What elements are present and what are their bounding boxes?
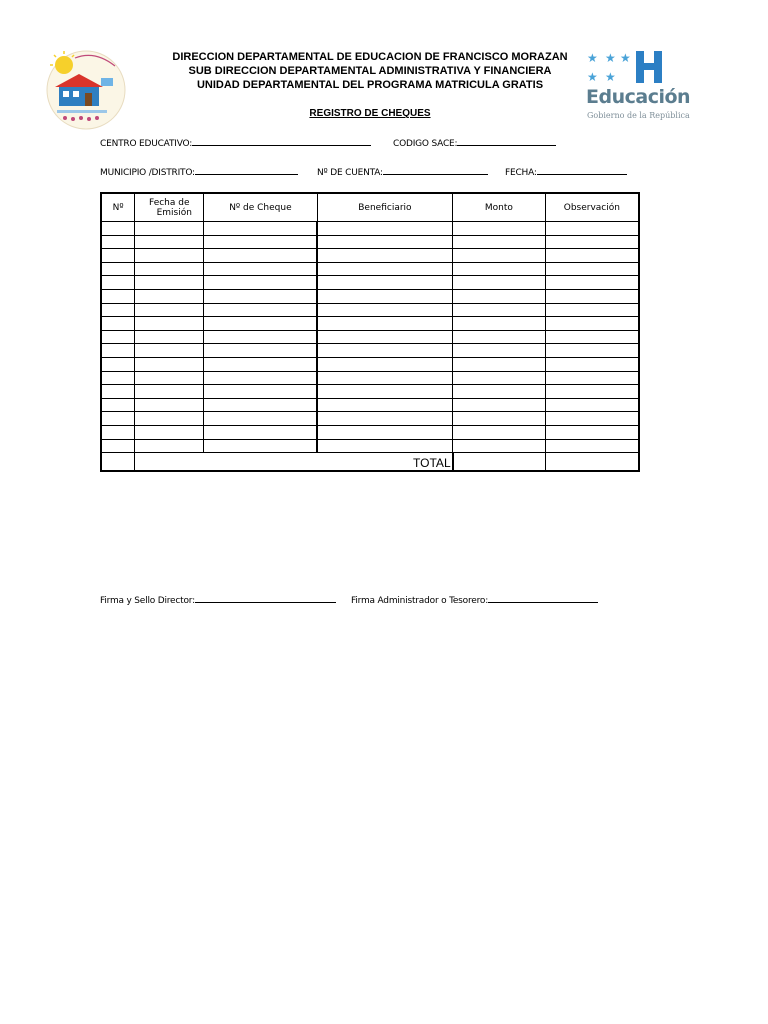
table-cell[interactable] bbox=[135, 276, 204, 290]
table-cell[interactable] bbox=[545, 276, 639, 290]
numero-cuenta-field[interactable] bbox=[317, 166, 488, 178]
table-cell[interactable] bbox=[317, 425, 452, 439]
table-cell[interactable] bbox=[135, 289, 204, 303]
total-row-cell bbox=[101, 453, 135, 472]
table-row bbox=[101, 303, 639, 317]
table-cell[interactable] bbox=[453, 235, 546, 249]
table-cell[interactable] bbox=[453, 439, 546, 453]
table-cell[interactable] bbox=[101, 344, 135, 358]
numero-cuenta-label: Nº DE CUENTA: bbox=[317, 168, 383, 178]
centro-educativo-label: CENTRO EDUCATIVO: bbox=[100, 139, 193, 149]
table-cell[interactable] bbox=[204, 330, 317, 344]
table-row bbox=[101, 222, 639, 236]
table-row bbox=[101, 289, 639, 303]
table-cell[interactable] bbox=[204, 289, 317, 303]
table-cell[interactable] bbox=[545, 222, 639, 236]
fecha-label: FECHA: bbox=[505, 168, 537, 178]
table-cell[interactable] bbox=[135, 398, 204, 412]
col-header-observacion: Observación bbox=[545, 193, 639, 222]
svg-text:★: ★ bbox=[587, 51, 598, 65]
table-cell[interactable] bbox=[317, 371, 452, 385]
header-line-1: DIRECCION DEPARTAMENTAL DE EDUCACION DE FRANCISCO MORAZAN bbox=[172, 51, 568, 63]
centro-educativo-line[interactable] bbox=[192, 137, 371, 146]
table-cell[interactable] bbox=[545, 439, 639, 453]
table-cell[interactable] bbox=[545, 330, 639, 344]
total-monto-cell[interactable] bbox=[453, 453, 546, 472]
table-cell[interactable] bbox=[204, 344, 317, 358]
table-cell[interactable] bbox=[101, 289, 135, 303]
table-cell[interactable] bbox=[317, 412, 452, 426]
gobierno-subtitle: Gobierno de la República bbox=[587, 111, 690, 120]
table-cell[interactable] bbox=[204, 276, 317, 290]
table-cell[interactable] bbox=[101, 398, 135, 412]
table-cell[interactable] bbox=[101, 330, 135, 344]
table-cell[interactable] bbox=[101, 317, 135, 331]
total-label: TOTAL bbox=[135, 453, 453, 472]
table-row bbox=[101, 425, 639, 439]
table-row bbox=[101, 249, 639, 263]
table-body bbox=[101, 222, 639, 472]
table-cell[interactable] bbox=[317, 330, 452, 344]
educacion-wordmark: Educación bbox=[586, 86, 691, 108]
table-cell[interactable] bbox=[453, 262, 546, 276]
table-row bbox=[101, 398, 639, 412]
table-cell[interactable] bbox=[545, 262, 639, 276]
firma-director-line[interactable] bbox=[195, 594, 336, 603]
firma-administrador-line[interactable] bbox=[488, 594, 598, 603]
table-cell[interactable] bbox=[101, 385, 135, 399]
table-cell[interactable] bbox=[317, 276, 452, 290]
table-cell[interactable] bbox=[204, 398, 317, 412]
table-cell[interactable] bbox=[135, 357, 204, 371]
table-cell[interactable] bbox=[317, 344, 452, 358]
header-line-3: UNIDAD DEPARTAMENTAL DEL PROGRAMA MATRICULA GRATIS bbox=[196, 79, 544, 91]
table-cell[interactable] bbox=[545, 398, 639, 412]
svg-text:★: ★ bbox=[620, 51, 631, 65]
table-cell[interactable] bbox=[317, 262, 452, 276]
col-header-numero-cheque: Nº de Cheque bbox=[204, 193, 317, 222]
numero-cuenta-line[interactable] bbox=[383, 166, 488, 175]
table-cell[interactable] bbox=[204, 303, 317, 317]
table-cell[interactable] bbox=[135, 249, 204, 263]
table-cell[interactable] bbox=[453, 303, 546, 317]
table-cell[interactable] bbox=[204, 235, 317, 249]
firma-administrador-field[interactable] bbox=[351, 594, 598, 606]
table-cell[interactable] bbox=[204, 412, 317, 426]
municipio-label: MUNICIPIO /DISTRITO: bbox=[100, 168, 195, 178]
col-header-monto: Monto bbox=[453, 193, 546, 222]
table-cell[interactable] bbox=[135, 385, 204, 399]
firma-administrador-label: Firma Administrador o Tesorero: bbox=[351, 596, 489, 606]
table-row bbox=[101, 330, 639, 344]
table-cell[interactable] bbox=[101, 303, 135, 317]
table-cell[interactable] bbox=[545, 289, 639, 303]
col-header-beneficiario: Beneficiario bbox=[317, 193, 452, 222]
table-cell[interactable] bbox=[317, 439, 452, 453]
table-cell[interactable] bbox=[135, 344, 204, 358]
table-cell[interactable] bbox=[453, 222, 546, 236]
table-row bbox=[101, 385, 639, 399]
table-cell[interactable] bbox=[204, 317, 317, 331]
table-cell[interactable] bbox=[204, 249, 317, 263]
table-cell[interactable] bbox=[204, 425, 317, 439]
table-cell[interactable] bbox=[453, 357, 546, 371]
table-cell[interactable] bbox=[453, 398, 546, 412]
table-cell[interactable] bbox=[545, 425, 639, 439]
table-cell[interactable] bbox=[317, 303, 452, 317]
matricula-gratis-logo bbox=[45, 48, 127, 132]
table-cell[interactable] bbox=[135, 439, 204, 453]
table-cell[interactable] bbox=[204, 439, 317, 453]
col-header-fecha-emision bbox=[135, 193, 204, 222]
table-cell[interactable] bbox=[135, 262, 204, 276]
table-cell[interactable] bbox=[453, 385, 546, 399]
table-cell[interactable] bbox=[545, 357, 639, 371]
centro-educativo-field[interactable] bbox=[100, 137, 371, 149]
table-cell[interactable] bbox=[453, 330, 546, 344]
table-cell[interactable] bbox=[453, 249, 546, 263]
table-cell[interactable] bbox=[101, 262, 135, 276]
svg-text:★: ★ bbox=[605, 51, 616, 65]
table-cell[interactable] bbox=[135, 303, 204, 317]
table-cell[interactable] bbox=[317, 398, 452, 412]
table-cell[interactable] bbox=[545, 249, 639, 263]
table-cell[interactable] bbox=[204, 222, 317, 236]
firma-director-field[interactable] bbox=[100, 594, 336, 606]
table-cell[interactable] bbox=[453, 289, 546, 303]
svg-text:★: ★ bbox=[605, 70, 616, 84]
table-cell[interactable] bbox=[545, 317, 639, 331]
table-cell[interactable] bbox=[135, 371, 204, 385]
table-cell[interactable] bbox=[101, 276, 135, 290]
table-cell[interactable] bbox=[101, 249, 135, 263]
table-cell[interactable] bbox=[453, 276, 546, 290]
col-header-fecha-line2: Emisión bbox=[156, 207, 192, 218]
table-cell[interactable] bbox=[101, 439, 135, 453]
table-cell[interactable] bbox=[545, 412, 639, 426]
table-row bbox=[101, 317, 639, 331]
table-cell[interactable] bbox=[135, 317, 204, 331]
fecha-line[interactable] bbox=[537, 166, 627, 175]
table-cell[interactable] bbox=[317, 249, 452, 263]
table-cell[interactable] bbox=[453, 412, 546, 426]
table-cell[interactable] bbox=[204, 262, 317, 276]
table-cell[interactable] bbox=[545, 371, 639, 385]
table-cell[interactable] bbox=[135, 330, 204, 344]
table-cell[interactable] bbox=[135, 222, 204, 236]
table-cell[interactable] bbox=[317, 289, 452, 303]
table-cell[interactable] bbox=[101, 222, 135, 236]
total-observacion-cell[interactable] bbox=[545, 453, 639, 472]
codigo-sace-label: CODIGO SACE: bbox=[393, 139, 458, 149]
col-header-fecha-line1: Fecha de bbox=[149, 197, 190, 208]
table-row bbox=[101, 344, 639, 358]
total-row bbox=[101, 453, 639, 472]
fecha-field[interactable] bbox=[505, 166, 627, 178]
table-cell[interactable] bbox=[135, 425, 204, 439]
municipio-line[interactable] bbox=[195, 166, 298, 175]
table-cell[interactable] bbox=[204, 385, 317, 399]
table-cell[interactable] bbox=[453, 317, 546, 331]
table-cell[interactable] bbox=[545, 235, 639, 249]
educacion-logo bbox=[586, 48, 696, 124]
firma-director-label: Firma y Sello Director: bbox=[100, 596, 195, 606]
col-header-numero: Nº bbox=[101, 193, 135, 222]
table-row bbox=[101, 412, 639, 426]
table-cell[interactable] bbox=[317, 317, 452, 331]
table-row bbox=[101, 235, 639, 249]
table-cell[interactable] bbox=[135, 412, 204, 426]
table-cell[interactable] bbox=[101, 425, 135, 439]
table-cell[interactable] bbox=[453, 344, 546, 358]
table-row bbox=[101, 262, 639, 276]
municipio-field[interactable] bbox=[100, 166, 298, 178]
table-row bbox=[101, 439, 639, 453]
table-cell[interactable] bbox=[317, 235, 452, 249]
table-header-row bbox=[101, 193, 639, 222]
table-cell[interactable] bbox=[545, 344, 639, 358]
cheques-table bbox=[100, 192, 640, 472]
table-cell[interactable] bbox=[453, 371, 546, 385]
codigo-sace-line[interactable] bbox=[457, 137, 556, 146]
table-cell[interactable] bbox=[545, 303, 639, 317]
table-cell[interactable] bbox=[204, 371, 317, 385]
page-title: REGISTRO DE CHEQUES bbox=[309, 108, 431, 119]
table-row bbox=[101, 371, 639, 385]
table-cell[interactable] bbox=[317, 222, 452, 236]
table-cell[interactable] bbox=[317, 357, 452, 371]
table-cell[interactable] bbox=[453, 425, 546, 439]
table-cell[interactable] bbox=[101, 235, 135, 249]
table-row bbox=[101, 276, 639, 290]
header-line-2: SUB DIRECCION DEPARTAMENTAL ADMINISTRATIVA Y FINANCIERA bbox=[188, 65, 552, 77]
table-cell[interactable] bbox=[317, 385, 452, 399]
table-cell[interactable] bbox=[101, 357, 135, 371]
table-cell[interactable] bbox=[204, 357, 317, 371]
table-cell[interactable] bbox=[545, 385, 639, 399]
table-row bbox=[101, 357, 639, 371]
table-cell[interactable] bbox=[101, 371, 135, 385]
table-cell[interactable] bbox=[101, 412, 135, 426]
svg-text:★: ★ bbox=[587, 70, 598, 84]
table-cell[interactable] bbox=[135, 235, 204, 249]
stars-h-icon bbox=[586, 48, 696, 86]
codigo-sace-field[interactable] bbox=[393, 137, 556, 149]
